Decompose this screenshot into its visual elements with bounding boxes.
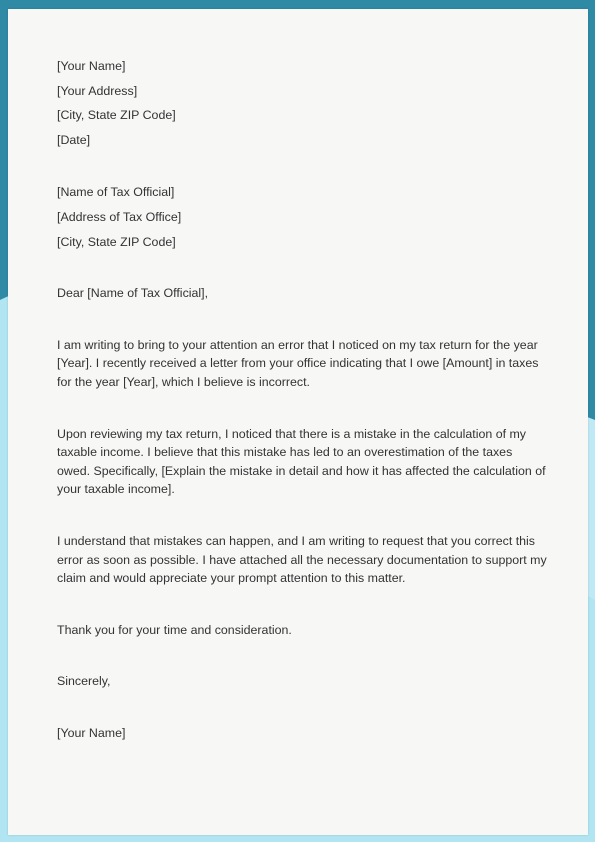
recipient-address: [Address of Tax Office] [57, 209, 182, 224]
sender-address: [Your Address] [57, 83, 138, 98]
body-paragraph-2: Upon reviewing my tax return, I noticed that there is a mistake in the calculation of my taxable income. I believe that this mistake has led to an overestimation of the taxes owed. Specifically, [Explain the mistake in detail and how it has affected the calculation of your taxable income]. [57, 426, 546, 497]
sender-city-state-zip: [City, State ZIP Code] [57, 108, 176, 123]
recipient-name: [Name of Tax Official] [57, 185, 175, 200]
salutation: Dear [Name of Tax Official], [57, 286, 209, 301]
signature-name: [Your Name] [57, 725, 126, 740]
body-paragraph-3: I understand that mistakes can happen, and I am writing to request that you correct this error as soon as possible. I have attached all the necessary documentation to support my claim and would appreciate your prompt attention to this matter. [57, 533, 547, 586]
body-paragraph-1: I am writing to bring to your attention an error that I noticed on my tax return for the year [Year]. I recently received a letter from your office indicating that I owe [Amount] in taxes for the year [Year], which I believe is incorrect. [57, 337, 539, 389]
recipient-city-state-zip: [City, State ZIP Code] [57, 234, 176, 249]
sender-name: [Your Name] [57, 59, 126, 73]
closing: Sincerely, [57, 674, 111, 689]
thanks-line: Thank you for your time and consideration. [57, 622, 292, 637]
letter-content [57, 57, 547, 742]
letter-date: [Date] [57, 132, 91, 147]
